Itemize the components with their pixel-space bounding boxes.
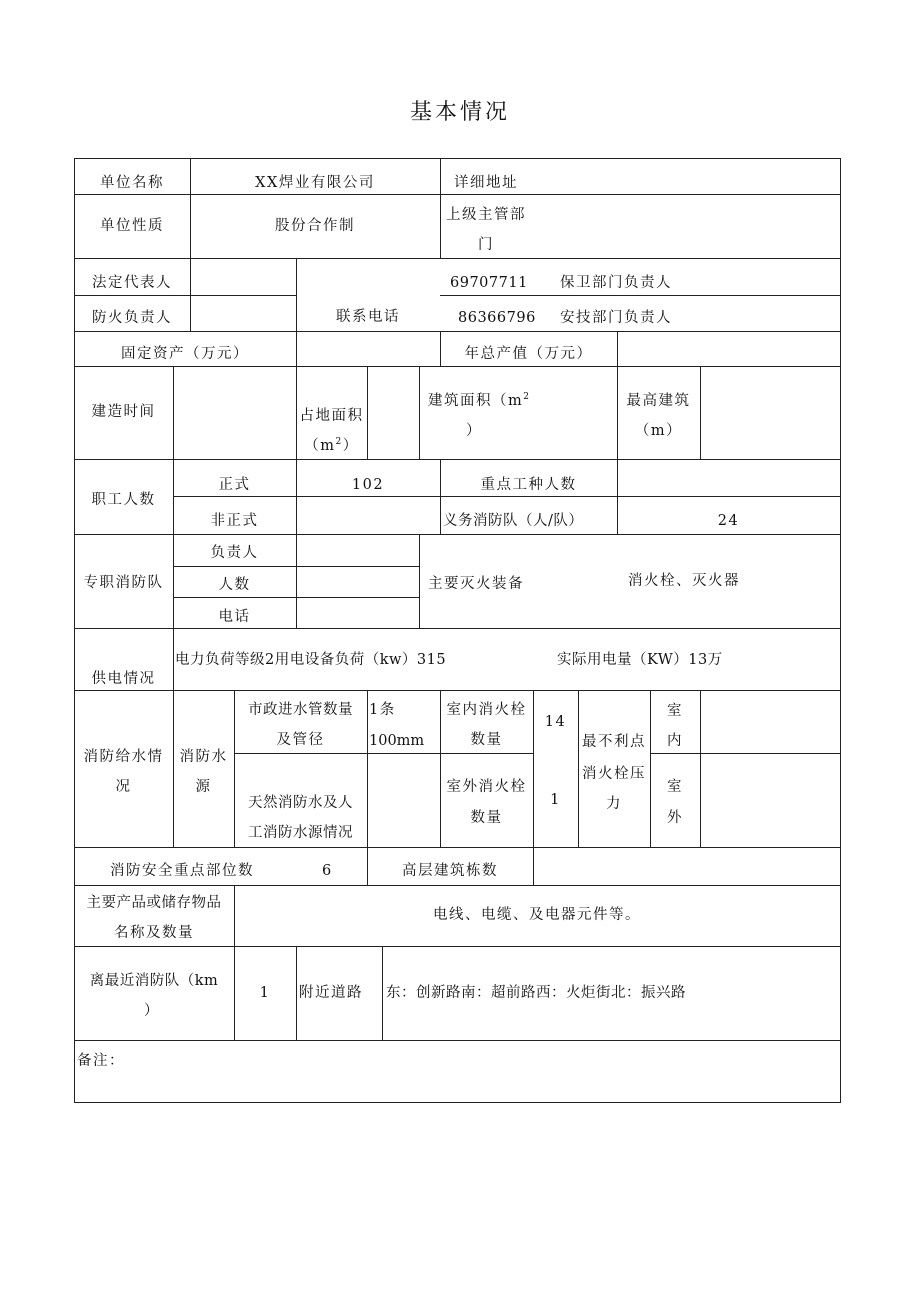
- table-border-left: [74, 158, 75, 1103]
- value-indoor-hydrants: 14: [544, 714, 567, 730]
- label-power-supply: 供电情况: [91, 671, 156, 687]
- col-line: [382, 946, 383, 1041]
- label-max-height: 最高建筑: [626, 393, 691, 409]
- label-building-area: 建筑面积（$m^2$: [428, 392, 531, 409]
- label-indoor: 室: [667, 703, 683, 719]
- label-superior-dept-cont: 门: [478, 237, 494, 253]
- label-key-workers: 重点工种人数: [480, 477, 577, 493]
- label-volunteer-team: 义务消防队（人/队）: [443, 513, 584, 529]
- label-formal: 正式: [218, 477, 251, 493]
- row-line: [74, 690, 841, 691]
- row-line: [74, 847, 841, 848]
- label-security-head: 保卫部门负责人: [560, 275, 672, 291]
- value-roads: 东：创新路南：超前路西：火炬街北：振兴路: [386, 985, 686, 1001]
- label-annual-output: 年总产值（万元）: [464, 346, 593, 362]
- label-municipal-pipe: 市政进水管数量: [248, 702, 353, 718]
- label-municipal-pipe-cont: 及管径: [276, 732, 325, 748]
- table-border-bottom: [74, 1102, 841, 1103]
- label-outdoor-hydrant-cont: 数量: [470, 810, 503, 826]
- label-max-height-unit: （m）: [634, 423, 683, 439]
- table-border-right: [840, 158, 841, 1103]
- col-line: [296, 946, 297, 1041]
- label-worst-point-cont: 消火栓压: [582, 766, 646, 782]
- label-key-parts: 消防安全重点部位数: [110, 863, 254, 879]
- value-unit-name: XX焊业有限公司: [255, 175, 375, 191]
- label-unit-name: 单位名称: [100, 175, 164, 191]
- label-remarks: 备注：: [77, 1053, 125, 1069]
- label-fixed-assets: 固定资产（万元）: [121, 346, 249, 362]
- label-informal: 非正式: [210, 513, 259, 529]
- label-contact-phone: 联系电话: [336, 309, 400, 325]
- label-nearby-roads: 附近道路: [299, 985, 363, 1001]
- value-municipal-diameter: 100mm: [369, 733, 425, 749]
- label-address: 详细地址: [454, 175, 518, 191]
- label-main-equipment: 主要灭火装备: [428, 576, 524, 592]
- label-natural-water-cont: 工消防水源情况: [248, 825, 353, 841]
- label-water-supply-cont: 况: [115, 779, 132, 795]
- col-line: [173, 628, 174, 691]
- col-line: [367, 366, 368, 460]
- label-nearest-station-cont: ）: [144, 1003, 160, 1019]
- label-outdoor: 室: [667, 779, 683, 795]
- col-line: [296, 534, 297, 629]
- value-municipal-count: 1条: [369, 702, 396, 718]
- label-outdoor-cont: 外: [667, 810, 683, 826]
- value-products: 电线、电缆、及电器元件等。: [433, 907, 641, 923]
- value-power-detail: 电力负荷等级2用电设备负荷（kw）315: [175, 652, 447, 668]
- label-unit-nature: 单位性质: [100, 218, 164, 234]
- value-equipment: 消火栓、灭火器: [628, 573, 740, 589]
- label-worst-point-end: 力: [606, 796, 622, 812]
- label-outdoor-hydrant: 室外消火栓: [446, 779, 527, 795]
- label-legal-rep: 法定代表人: [92, 275, 172, 291]
- row-line: [74, 1040, 841, 1041]
- label-nearest-station: 离最近消防队（km: [89, 973, 219, 989]
- value-station-distance: 1: [259, 985, 271, 1001]
- label-superior-dept: 上级主管部: [446, 207, 526, 223]
- label-staff-count: 职工人数: [91, 492, 156, 508]
- col-line: [367, 690, 368, 848]
- col-line: [419, 534, 420, 629]
- label-team-leader: 负责人: [210, 545, 259, 561]
- label-fire-officer: 防火负责人: [92, 310, 172, 326]
- value-volunteer-count: 24: [717, 513, 740, 529]
- label-products-cont: 名称及数量: [114, 925, 194, 941]
- label-water-source-cont: 源: [195, 779, 212, 795]
- col-line: [700, 690, 701, 848]
- label-water-source: 消防水: [179, 749, 228, 765]
- value-outdoor-hydrants: 1: [550, 792, 561, 808]
- label-water-supply: 消防给水情: [83, 749, 164, 765]
- value-actual-power: 实际用电量（KW）13万: [557, 652, 723, 668]
- label-indoor-cont: 内: [667, 733, 683, 749]
- label-land-area-unit: $(m^2)$: [304, 437, 359, 454]
- label-fulltime-team: 专职消防队: [83, 575, 164, 591]
- label-high-rise: 高层建筑栋数: [402, 863, 498, 879]
- value-safety-phone: 86366796: [458, 310, 536, 326]
- label-worst-point: 最不利点: [582, 734, 646, 750]
- value-key-parts: 6: [322, 863, 333, 879]
- row-line: [74, 459, 841, 460]
- label-safety-head: 安技部门负责人: [560, 310, 672, 326]
- label-build-time: 建造时间: [91, 404, 156, 420]
- label-team-size: 人数: [218, 577, 251, 593]
- label-land-area: 占地面积: [299, 408, 364, 424]
- label-natural-water: 天然消防水及人: [248, 795, 353, 811]
- col-line: [419, 366, 420, 460]
- value-security-phone: 69707711: [450, 275, 528, 291]
- col-line: [440, 158, 441, 259]
- label-products: 主要产品或储存物品: [86, 895, 222, 911]
- label-indoor-hydrant: 室内消火栓: [446, 702, 527, 718]
- label-indoor-hydrant-cont: 数量: [470, 732, 503, 748]
- value-formal-staff: 102: [351, 477, 385, 493]
- page-title: 基本情况: [409, 100, 510, 125]
- label-team-phone: 电话: [218, 609, 251, 625]
- value-unit-nature: 股份合作制: [275, 218, 355, 234]
- label-building-area-cont: ）: [466, 423, 482, 439]
- col-line: [700, 366, 701, 460]
